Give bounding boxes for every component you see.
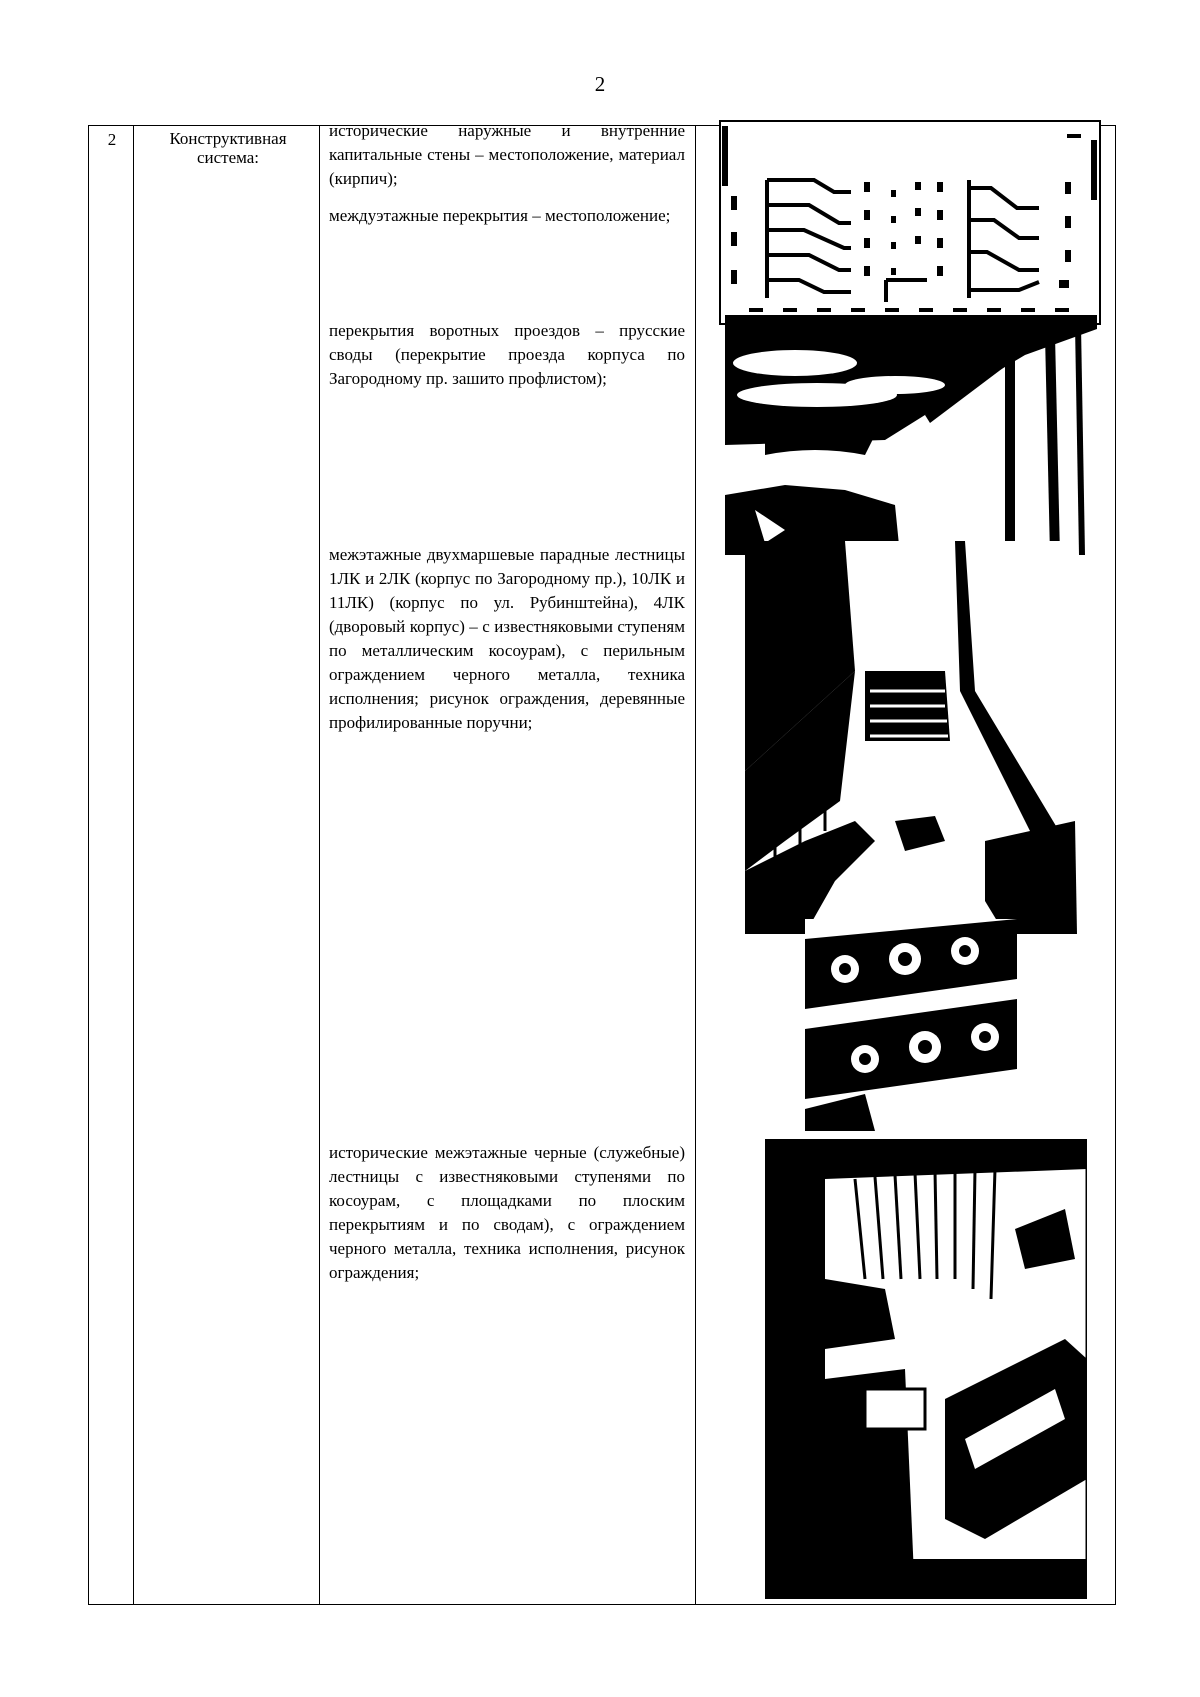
row-category: Конструктивная система: [169,129,287,167]
column-divider [319,126,320,1604]
service-staircase-photo [765,1139,1087,1599]
item-gateway-vaults: перекрытия воротных проездов – прусские своды (перекрытие проезда корпуса по Загородному пр. зашито профлистом); [329,321,685,388]
column-divider [133,126,134,1604]
column-divider [695,126,696,1604]
item-floors: междуэтажные перекрытия – местоположение; [329,206,671,225]
item-main-staircases: межэтажные двухмаршевые парадные лестницы 1ЛК и 2ЛК (корпус по Загородному пр.), 10ЛК и 11ЛК) (корпус по ул. Рубинштейна), 4ЛК (дворовый корпус) – с известняковыми ступеням по металлическим косоурам), с перильным ограждением черного металла, техника исполнения; рисунок ограждения, деревянные профилированные поручни; [329,545,685,732]
item-service-staircases: исторические межэтажные черные (служебные) лестницы с известняковыми ступенями по косоурам, с площадками по плоским перекрытиям и по сводам), с ограждением черного металла, техника исполнения, рисунок ограждения; [329,1143,685,1282]
heritage-table [88,121,1116,1605]
main-staircase-photo [745,541,1077,934]
row-number: 2 [107,130,117,149]
gateway-vault-photo [725,315,1097,555]
page-number: 2 [594,72,606,96]
railing-ornament-photo [805,919,1017,1131]
item-walls: исторические наружные и внутренние капитальные стены – местоположение, материал (кирпич); [329,121,685,188]
floor-plan-drawing [719,120,1101,325]
